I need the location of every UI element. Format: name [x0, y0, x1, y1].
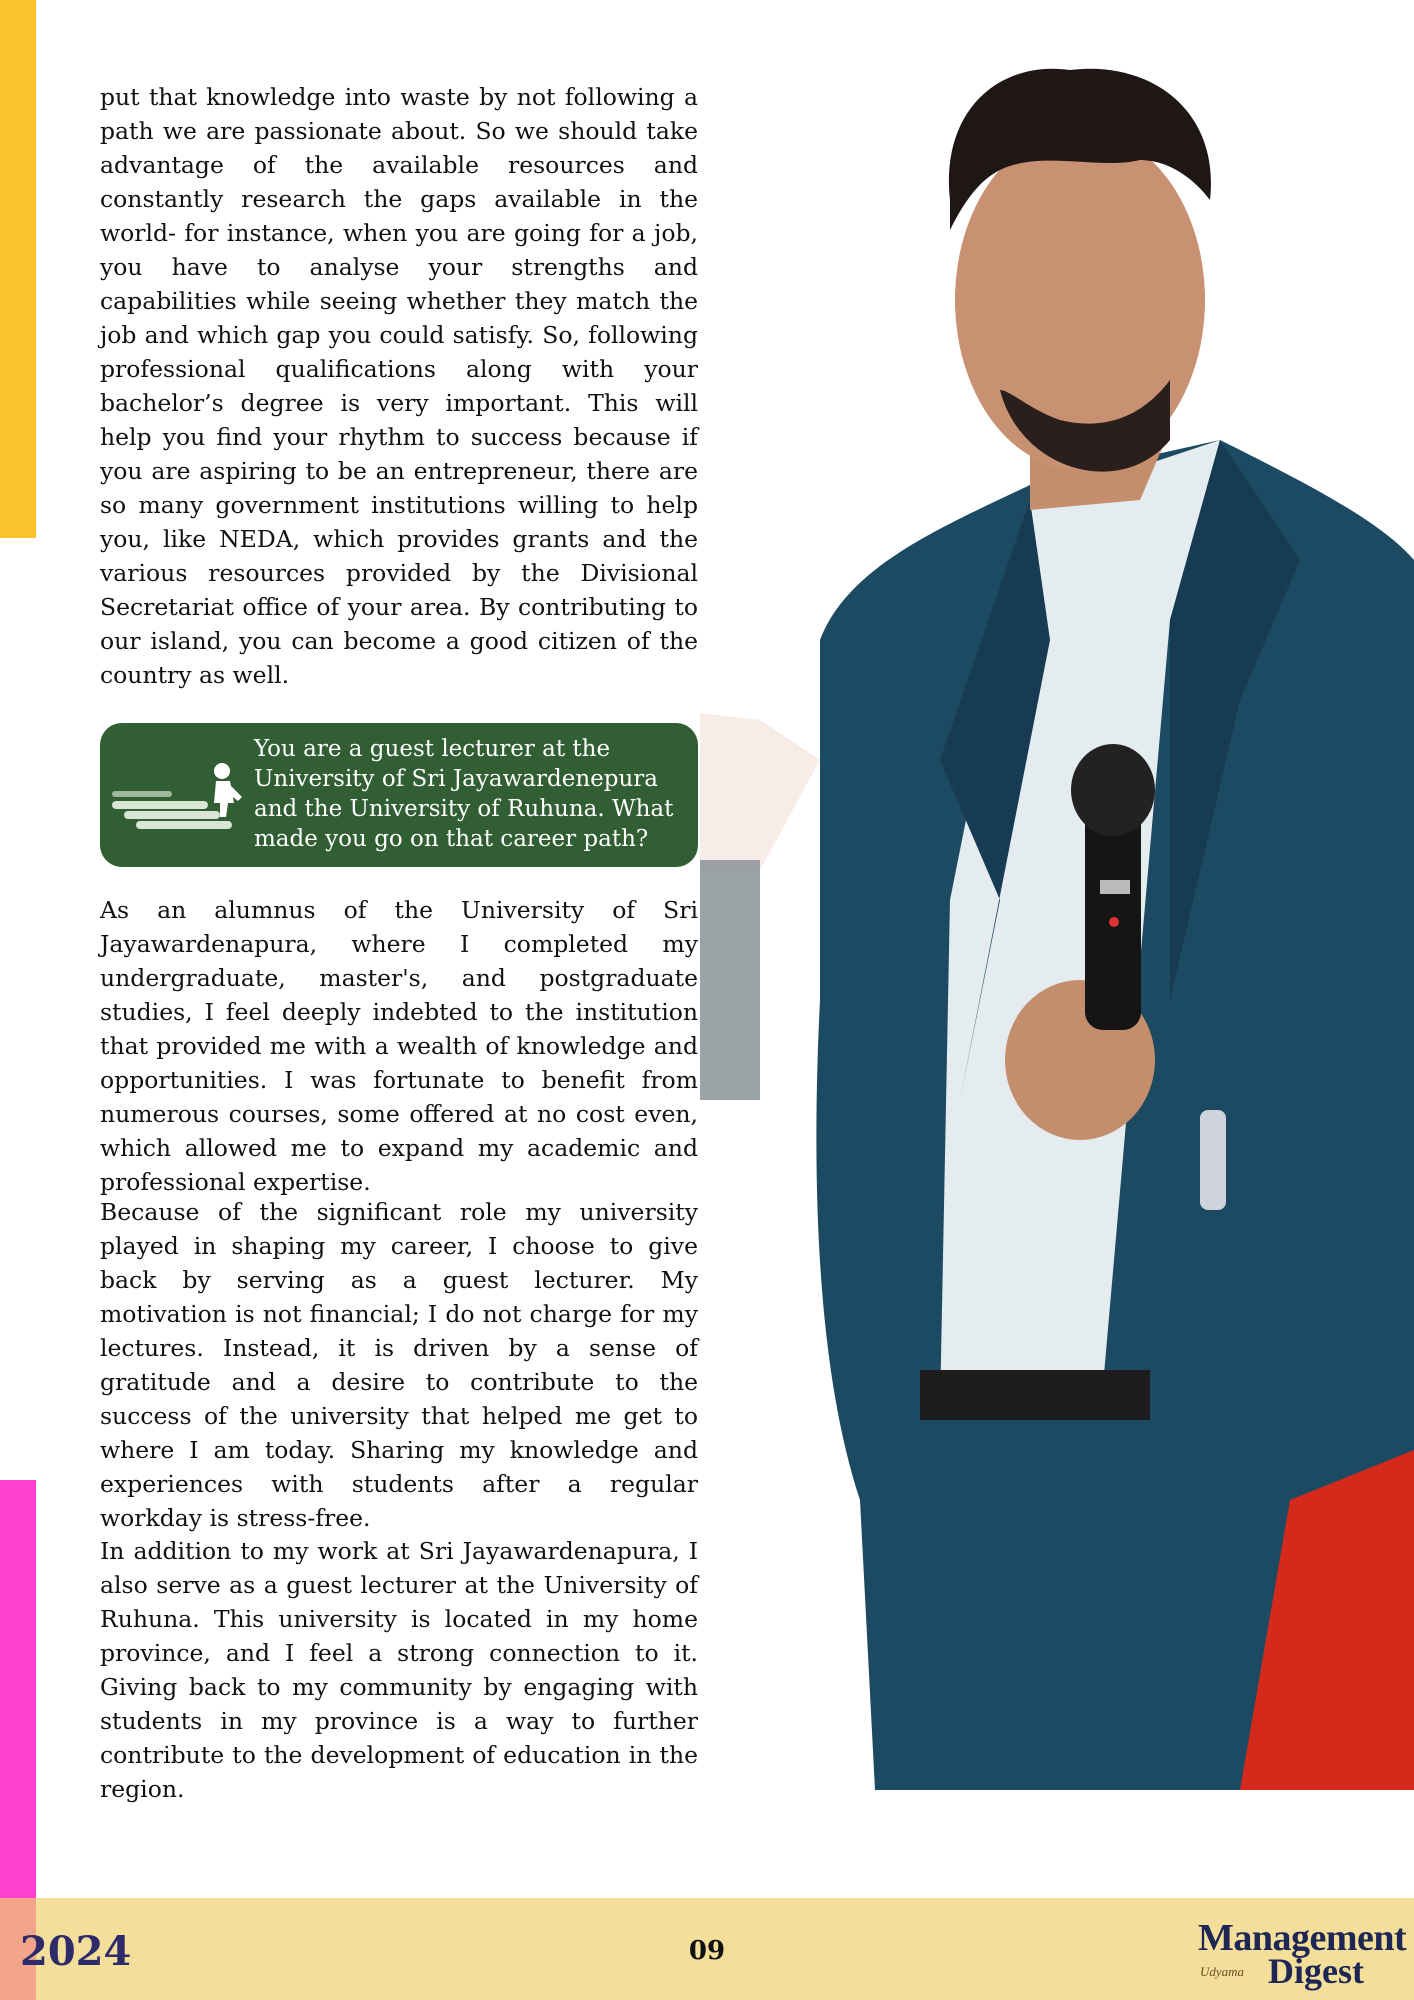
footer-year: 2024 — [20, 1928, 132, 1975]
logo-line-1: Management — [1198, 1917, 1407, 1959]
accent-bar-yellow — [0, 0, 36, 538]
paragraph-text: As an alumnus of the University of Sri Jayawardenapura, where I completed my undergraduate, master's, and postgraduate studies, I feel deeply indebted to the institution that provided me with a wealth of knowledge and opportunities. I was fortunate to benefit from numerous courses, some offered at no cost even, which allowed me to expand my academic and professional expertise. — [100, 896, 698, 1196]
logo-line-2: Digest — [1268, 1951, 1364, 1991]
interview-question: You are a guest lecturer at the University of Sri Jayawardenepura and the University of Ruhuna. What made you go on that career path? — [254, 736, 674, 852]
interview-question-box — [100, 723, 698, 867]
paragraph-text: In addition to my work at Sri Jayawardenapura, I also serve as a guest lecturer at the University of Ruhuna. This university is located in my home province, and I feel a strong connection to it. Giving back to my community by engaging with students in my province is a way to further contribute to the development of education in the region. — [100, 1537, 698, 1803]
article-paragraph-4 — [100, 1534, 698, 1806]
paragraph-text: put that knowledge into waste by not following a path we are passionate about. So we should take advantage of the available resources and constantly research the gaps available in the world- for instance, when you are going for a job, you have to analyse your strengths and capabilities while seeing whether they match the job and which gap you could satisfy. So, following professional qualifications along with your bachelor’s degree is very important. This will help you find your rhythm to success because if you are aspiring to be an entrepreneur, there are so many government institutions willing to help you, like NEDA, which provides grants and the various resources provided by the Divisional Secretariat office of your area. By contributing to our island, you can become a good citizen of the country as well. — [100, 83, 698, 689]
page-footer — [0, 1898, 1414, 2000]
logo-subtitle: Udyama — [1200, 1964, 1245, 1979]
page-number: 09 — [688, 1936, 726, 1966]
article-paragraph-1 — [100, 80, 698, 692]
accent-bar-pink — [0, 1480, 36, 1898]
paragraph-text: Because of the significant role my university played in shaping my career, I choose to give back by serving as a guest lecturer. My motivation is not financial; I do not charge for my lectures. Instead, it is driven by a sense of gratitude and a desire to contribute to the success of the university that helped me get to where I am today. Sharing my knowledge and experiences with students after a regular workday is stress-free. — [100, 1198, 698, 1532]
speaker-photo — [700, 0, 1414, 1790]
management-digest-logo — [1194, 1916, 1407, 1991]
article-paragraph-3 — [100, 1195, 698, 1535]
article-paragraph-2 — [100, 893, 698, 1199]
stairs-climber-icon — [112, 755, 256, 835]
